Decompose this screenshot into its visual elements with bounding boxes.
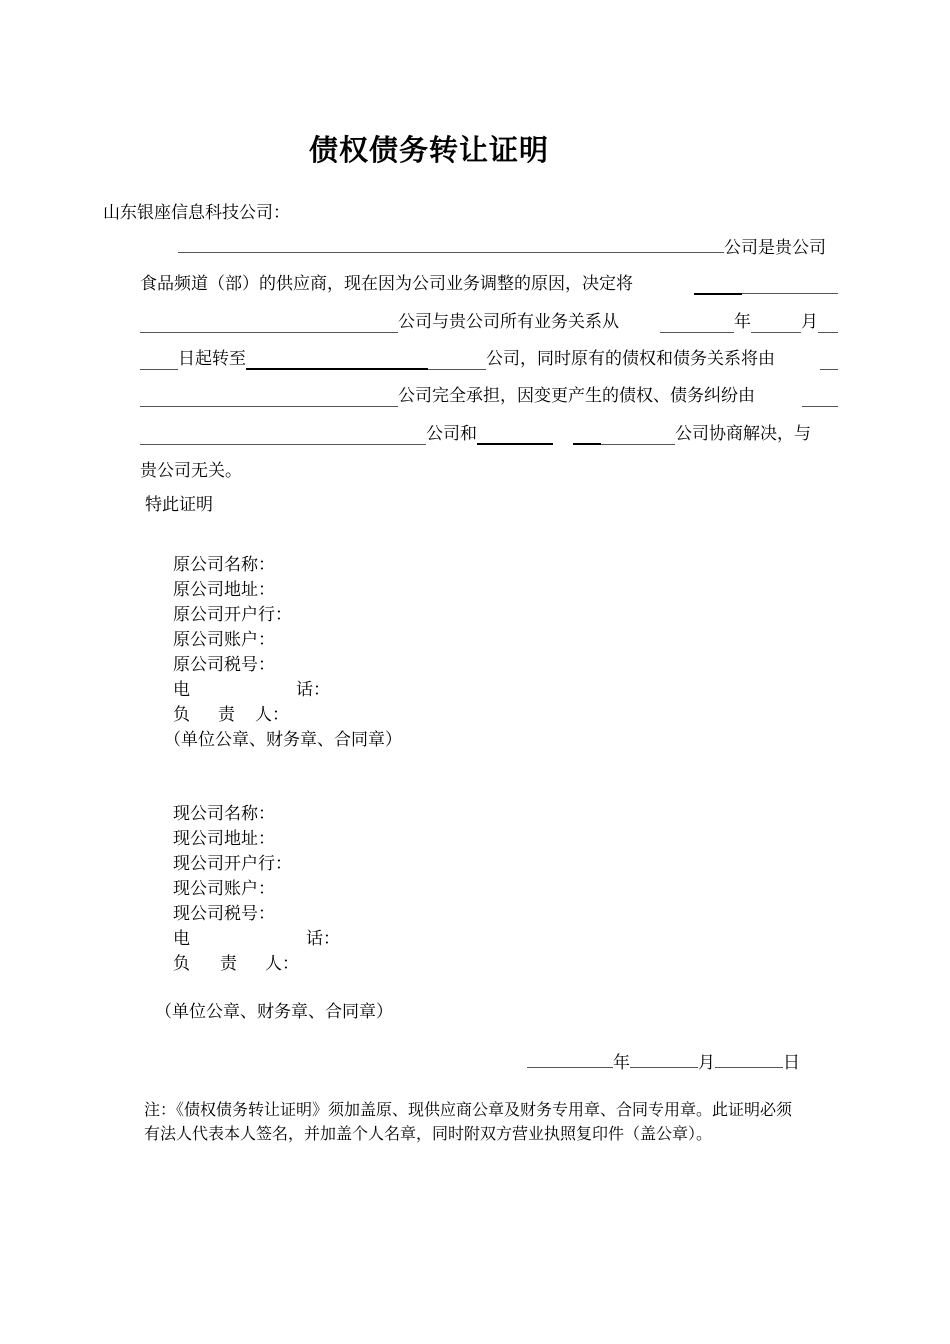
body-line-5: 公司完全承担，因变更产生的债权、债务纠纷由 xyxy=(140,385,838,407)
blank-dispute-start[interactable] xyxy=(802,390,838,407)
current-seal-note: （单位公章、财务章、合同章） xyxy=(155,1002,393,1022)
blank-new-company-cont[interactable] xyxy=(428,353,486,370)
current-person: 负 责 人： xyxy=(173,954,299,974)
page-title: 债权债务转让证明 xyxy=(308,133,549,167)
current-company-account: 现公司账户： xyxy=(173,879,275,899)
current-company-name: 现公司名称： xyxy=(173,804,275,824)
body-line-3: 公司与贵公司所有业务关系从 年 月 xyxy=(140,311,838,333)
body-line-6: 公司和 公司协商解决，与 xyxy=(140,423,838,445)
current-phone: 电 话： xyxy=(173,929,340,949)
blank-month[interactable] xyxy=(751,316,801,333)
blank-bearer[interactable] xyxy=(140,390,398,407)
current-company-tax: 现公司税号： xyxy=(173,904,275,924)
date-day-blank[interactable] xyxy=(715,1051,783,1068)
original-company-address: 原公司地址： xyxy=(173,580,275,600)
blank-company-2[interactable] xyxy=(140,316,398,333)
current-company-address: 现公司地址： xyxy=(173,829,275,849)
blank-day-start[interactable] xyxy=(818,316,838,333)
blank-party-b-2[interactable] xyxy=(573,427,601,445)
blank-company-cont[interactable] xyxy=(742,277,838,294)
footnote: 注：《债权债务转让证明》须加盖原、现供应商公章及财务专用章、合同专用章。此证明必须有法人代表本人签名，并加盖个人名章，同时附双方营业执照复印件（盖公章）。 xyxy=(144,1100,793,1143)
original-company-name: 原公司名称： xyxy=(173,555,275,575)
blank-party-b[interactable] xyxy=(477,427,553,445)
body-line-7: 贵公司无关。 xyxy=(140,461,242,481)
blank-company-bold[interactable] xyxy=(694,277,742,295)
signature-date: 年 月 日 xyxy=(527,1051,800,1074)
original-seal-note: （单位公章、财务章、合同章） xyxy=(164,730,402,750)
body-line-1: 公司是贵公司 xyxy=(178,236,826,259)
blank-party-a[interactable] xyxy=(140,428,426,445)
blank-year[interactable] xyxy=(660,316,734,333)
original-phone: 电 话： xyxy=(173,680,330,700)
original-company-tax: 原公司税号： xyxy=(173,655,275,675)
date-year-blank[interactable] xyxy=(527,1051,613,1068)
blank-party-b-3[interactable] xyxy=(601,428,675,445)
body-line-4: 日起转至 公司，同时原有的债权和债务关系将由 xyxy=(140,348,838,370)
blank-company-name[interactable] xyxy=(178,236,724,253)
blank-new-company[interactable] xyxy=(246,352,428,370)
addressee: 山东银座信息科技公司： xyxy=(103,203,290,223)
original-company-bank: 原公司开户行： xyxy=(173,605,292,625)
blank-bearer-start[interactable] xyxy=(820,353,838,370)
original-company-account: 原公司账户： xyxy=(173,630,275,650)
current-company-bank: 现公司开户行： xyxy=(173,854,292,874)
certify-text: 特此证明 xyxy=(145,495,213,515)
blank-day[interactable] xyxy=(140,353,178,370)
body-line-2: 食品频道（部）的供应商，现在因为公司业务调整的原因，决定将 xyxy=(140,273,838,295)
original-person: 负 责 人： xyxy=(173,705,289,725)
date-month-blank[interactable] xyxy=(630,1051,698,1068)
